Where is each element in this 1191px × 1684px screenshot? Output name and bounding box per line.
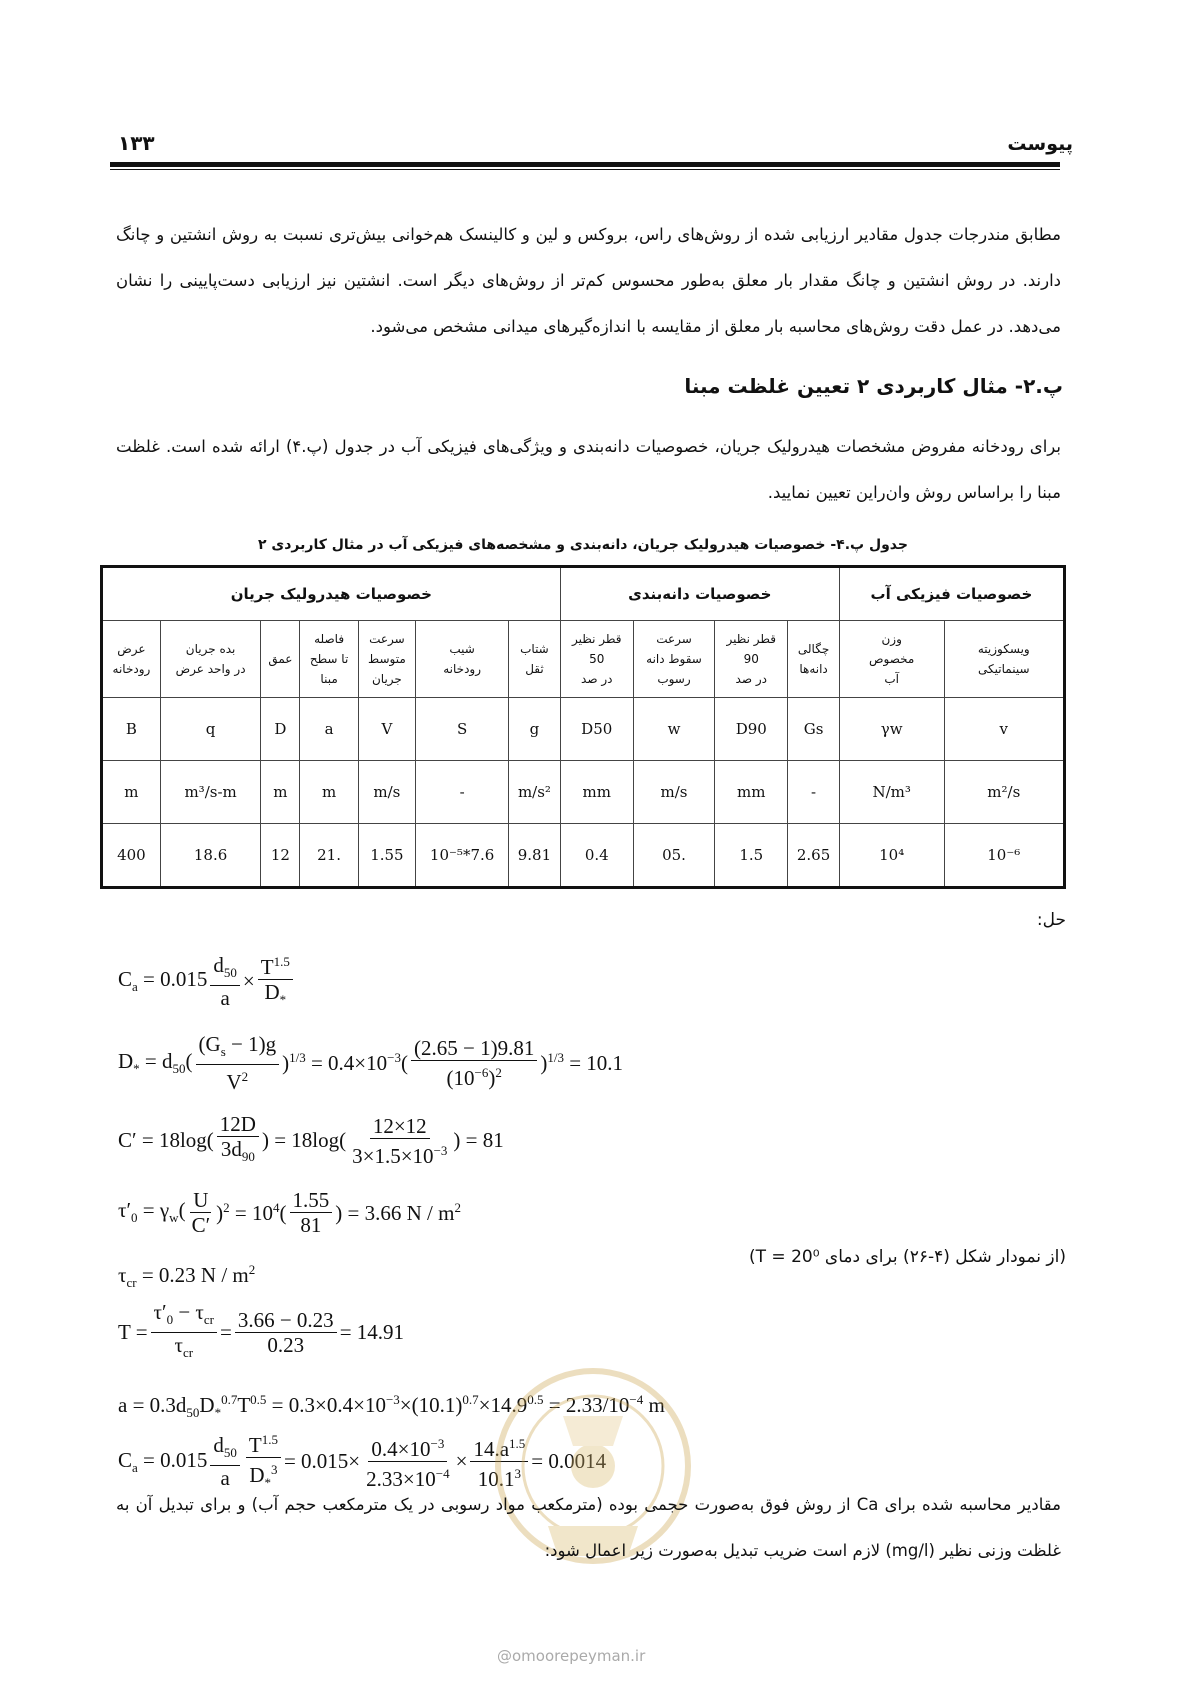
table-label-line: عرض [117,642,146,656]
watermark-url: @omoorepeyman.ir [497,1647,646,1665]
running-header-title: پیوست [1007,133,1073,155]
table-value-cell: 2.65 [788,824,840,888]
data-table [100,565,1066,889]
table-label-line: ویسکوزیته [977,642,1030,656]
table-label-line: سقوط دانه [646,652,702,666]
equation-cprime: C′ = 18log( $\frac{12D}{3d_{90}}$ ) = 18log( $\frac{12\times 12}{3\times 1.5\times 10^{-3}}$ ) = 81 [118,1112,504,1168]
page-number: ۱۳۳ [118,131,155,155]
problem-paragraph: برای رودخانه مفروض مشخصات هیدرولیک جریان، خصوصیات دانه‌بندی و ویژگی‌های فیزیکی آب در جدول (پ.۴) ارائه شده است. غلظت مبنا را براساس روش وان‌راین تعیین نمایید. [116,437,1061,502]
table-symbol-cell: g [509,698,561,761]
table-label-cell [633,621,714,698]
table-unit-cell: m [300,761,358,824]
table-label-line: سرعت [656,632,692,646]
table-symbol-cell: w [633,698,714,761]
table-label-line: چگالی [797,642,830,656]
table-value-cell: 0.4 [560,824,633,888]
table-label-line: رسوب [657,672,691,686]
table-value-cell: 10⁻⁶ [944,824,1064,888]
table-label-line: در صد [581,672,613,686]
table-label-line: دانه‌ها [799,662,828,676]
equation-T: T = $\frac{\tau'_0 - \tau_{cr}}{\tau_{cr}}$ = $\frac{3.66 - 0.23}{0.23}$ = 14.91 [118,1300,405,1361]
table-label-cell [416,621,509,698]
table-value-cell: 9.81 [509,824,561,888]
table-label-cell [261,621,300,698]
intro-paragraph: مطابق مندرجات جدول مقادیر ارزیابی شده از روش‌های راس، بروکس و لین و کالینسک هم‌خوانی بیش‌تری نسبت به روش انشتین و چانگ دارند. در روش انشتین و چانگ مقدار بار معلق به‌طور محسوس کم‌تر از روش‌های دیگر است. انشتین نیز ارزیابی دست‌پایینی را نشان می‌دهد. در عمل دقت روش‌های محاسبه بار معلق از مقایسه با اندازه‌گیرهای میدانی مشخص می‌شود. [116,225,1061,336]
solution-label: حل: [1036,910,1066,930]
table-label-line: عمق [268,652,293,666]
table-symbol-cell: D90 [715,698,788,761]
table-symbol-cell: a [300,698,358,761]
group-physical-water: خصوصیات فیزیکی آب [839,567,1064,621]
table-label-line: وزن [881,632,902,646]
table-symbol-cell: v [944,698,1064,761]
table-label-line: تا سطح [309,652,349,666]
table-unit-cell: - [788,761,840,824]
table-label-line: 50 [589,652,605,666]
table-label-line: رودخانه [443,662,481,676]
header-rule-thin [110,169,1060,170]
table-value-cell: 1.5 [715,824,788,888]
table-label-line: شیب [449,642,475,656]
table-label-cell [788,621,840,698]
table-unit-cell: m²/s [944,761,1064,824]
header-rule-thick [110,162,1060,167]
table-value-cell: 10⁴ [839,824,944,888]
table-group-row [102,567,1065,621]
table-label-line: قطر نظیر [726,632,776,646]
table-symbol-cell: D [261,698,300,761]
table-label-cell [358,621,415,698]
table-label-cell [560,621,633,698]
table-label-line: مخصوص [869,652,915,666]
table-unit-cell: m³/s-m [160,761,261,824]
table-label-cell [715,621,788,698]
equation-taucr-note: (از نمودار شکل (۴-۲۶) برای دمای T = 20⁰) [749,1247,1066,1267]
table-unit-cell: m [261,761,300,824]
table-symbol-cell: q [160,698,261,761]
equation-taucr: $\tau_{cr} = 0.23$ N / $m^2$ [118,1262,256,1291]
table-label-line: قطر نظیر [572,632,622,646]
table-label-line: مبنا [320,672,338,686]
table-label-line: سینماتیکی [978,662,1030,676]
table-label-line: بده جریان [185,642,236,656]
table-label-line: در صد [735,672,767,686]
table-value-cell: .21 [300,824,358,888]
table-label-cell [300,621,358,698]
table-value-cell: 400 [102,824,161,888]
table-unit-cell: mm [715,761,788,824]
table-label-line: رودخانه [112,662,151,676]
table-unit-cell: m/s [633,761,714,824]
table-label-line: فاصله [314,632,345,646]
table-label-line: ثقل [525,662,544,676]
table-label-line: در واحد عرض [175,662,246,676]
equation-ca: $C_a = 0.015$ $\frac{d_{50}}{a}$ × $\frac{T^{1.5}}{D_*}$ [118,950,296,1012]
section-heading: پ.۲- مثال کاربردی ۲ تعیین غلظت مبنا [684,374,1063,398]
table-unit-cell: m/s [358,761,415,824]
table-label-cell [160,621,261,698]
table-unit-cell: m/s² [509,761,561,824]
table-symbol-cell: γw [839,698,944,761]
table-label-line: جریان [371,672,402,686]
table-symbol-cell: B [102,698,161,761]
table-unit-cell: mm [560,761,633,824]
table-unit-row [102,761,1065,824]
table-label-cell [102,621,161,698]
table-unit-cell: - [416,761,509,824]
table-label-line: 90 [743,652,759,666]
table-value-cell: 7.6*10⁻⁵ [416,824,509,888]
table-label-line: متوسط [368,652,406,666]
table-label-line: سرعت [369,632,405,646]
table-label-cell [509,621,561,698]
table-value-cell: 18.6 [160,824,261,888]
group-hydraulic: خصوصیات هیدرولیک جریان [102,567,561,621]
equation-dstar: $D_* = d_{50}$( $\frac{(G_s - 1)g}{V^2}$ )$^{1/3} = 0.4\times 10^{-3}$( $\frac{(2.65 - 1)9.81}{(10^{-6})^2}$ )$^{1/3}$ = 10.1 [118,1032,624,1095]
table-symbol-cell: S [416,698,509,761]
table-label-cell [839,621,944,698]
table-value-cell: 12 [261,824,300,888]
table-symbol-cell: D50 [560,698,633,761]
table-value-cell: .05 [633,824,714,888]
equation-ca-result: $C_a = 0.015$ $\frac{d_{50}}{a}$ $\frac{T^{1.5}}{D_*^3}$ = 0.015× $\frac{0.4\times 10^{-3}}{2.33\times 10^{-4}}$ × $\frac{14.a^{1.5}}{10.1^3}$ = 0.0014 [118,1428,606,1495]
table-symbol-cell: V [358,698,415,761]
equation-tau0: $\tau'_0 = \gamma_w$( $\frac{U}{C'}$ )$^2 = 10^4$( $\frac{1.55}{81}$ ) = 3.66 N / $m^2$ [118,1188,461,1237]
table-symbol-cell: Gs [788,698,840,761]
table-unit-cell: m [102,761,161,824]
equation-a: $a = 0.3d_{50}D_*^{0.7}T^{0.5} = 0.3\times 0.4\times 10^{-3}\times(10.1)^{0.7}\times 14.9^{0.5} = 2.33/10^{-4}$ m [118,1392,665,1421]
table-label-line: آب [884,672,900,686]
table-unit-cell: N/m³ [839,761,944,824]
table-label-cell [944,621,1064,698]
group-gradation: خصوصیات دانه‌بندی [560,567,839,621]
table-caption: جدول پ.۴- خصوصیات هیدرولیک جریان، دانه‌بندی و مشخصه‌های فیزیکی آب در مثال کاربردی ۲ [258,537,908,553]
closing-paragraph: مقادیر محاسبه شده برای Ca از روش فوق به‌صورت حجمی بوده (مترمکعب مواد رسوبی در یک مترمکعب حجم آب) و برای تبدیل آن به غلظت وزنی نظیر (mg/l) لازم است ضریب تبدیل به‌صورت زیر اعمال شود: [116,1495,1061,1560]
table-value-cell: 1.55 [358,824,415,888]
table-label-line: شتاب [520,642,549,656]
table-value-row [102,824,1065,888]
table-label-row [102,621,1065,698]
table-symbol-row [102,698,1065,761]
